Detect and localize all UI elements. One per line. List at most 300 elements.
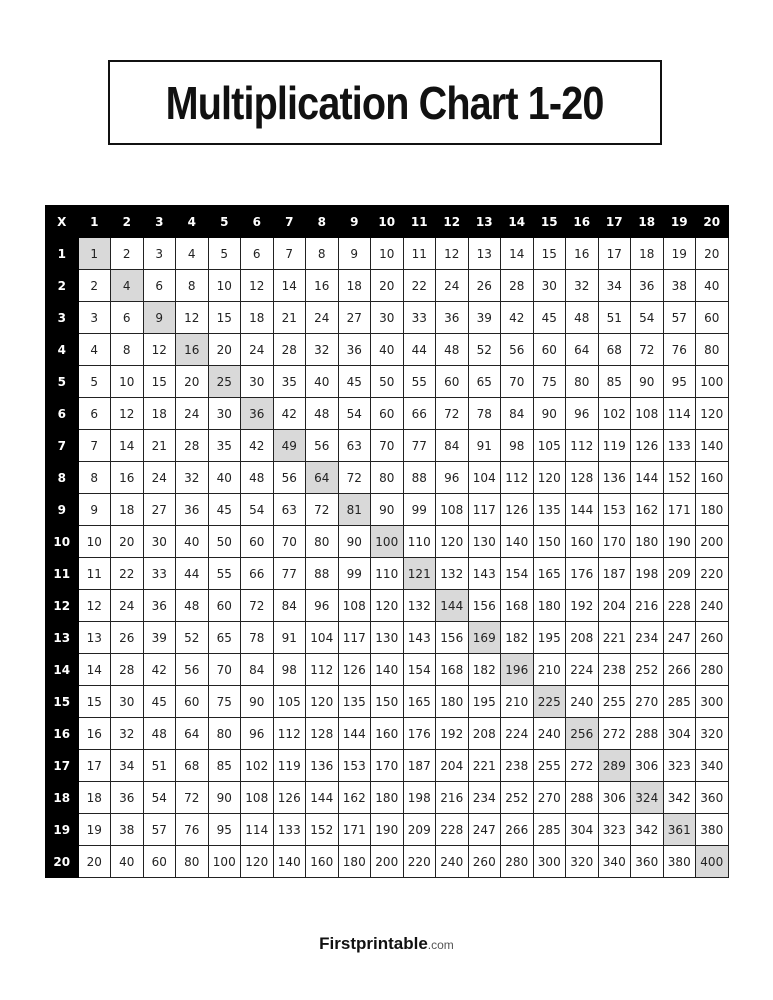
product-cell: 2: [111, 238, 144, 270]
product-cell: 100: [696, 366, 729, 398]
product-cell: 119: [598, 430, 631, 462]
product-cell: 24: [176, 398, 209, 430]
product-cell: 60: [696, 302, 729, 334]
header-row: [46, 206, 729, 238]
product-cell: 54: [143, 782, 176, 814]
table-row: [46, 334, 729, 366]
product-cell: 224: [566, 654, 599, 686]
product-cell: 70: [371, 430, 404, 462]
product-cell: 160: [306, 846, 339, 878]
table-row: [46, 750, 729, 782]
product-cell: 60: [143, 846, 176, 878]
column-header: 3: [143, 206, 176, 238]
product-cell: 108: [436, 494, 469, 526]
product-cell: 272: [598, 718, 631, 750]
product-cell: 112: [273, 718, 306, 750]
product-cell: 190: [371, 814, 404, 846]
table-row: [46, 814, 729, 846]
product-cell: 28: [501, 270, 534, 302]
product-cell: 84: [501, 398, 534, 430]
product-cell: 34: [111, 750, 144, 782]
product-cell: 120: [371, 590, 404, 622]
product-cell: 35: [273, 366, 306, 398]
product-cell: 8: [176, 270, 209, 302]
product-cell: 6: [78, 398, 111, 430]
product-cell: 216: [631, 590, 664, 622]
product-cell: 54: [631, 302, 664, 334]
product-cell: 27: [143, 494, 176, 526]
product-cell: 108: [631, 398, 664, 430]
row-header: 1: [46, 238, 79, 270]
product-cell: 99: [403, 494, 436, 526]
product-cell: 187: [403, 750, 436, 782]
product-cell: 91: [468, 430, 501, 462]
product-cell: 14: [78, 654, 111, 686]
table-row: [46, 526, 729, 558]
product-cell: 160: [566, 526, 599, 558]
product-cell: 26: [111, 622, 144, 654]
table-row: [46, 430, 729, 462]
product-cell: 140: [696, 430, 729, 462]
product-cell: 144: [566, 494, 599, 526]
product-cell: 12: [436, 238, 469, 270]
product-cell: 342: [663, 782, 696, 814]
product-cell: 36: [436, 302, 469, 334]
product-cell: 14: [111, 430, 144, 462]
product-cell: 180: [533, 590, 566, 622]
product-cell: 21: [143, 430, 176, 462]
product-cell: 13: [78, 622, 111, 654]
square-cell: 9: [143, 302, 176, 334]
product-cell: 221: [468, 750, 501, 782]
product-cell: 323: [663, 750, 696, 782]
product-cell: 16: [306, 270, 339, 302]
table-row: [46, 398, 729, 430]
product-cell: 150: [371, 686, 404, 718]
title-box: [108, 60, 662, 145]
row-header: 2: [46, 270, 79, 302]
product-cell: 30: [533, 270, 566, 302]
product-cell: 54: [338, 398, 371, 430]
product-cell: 285: [663, 686, 696, 718]
product-cell: 120: [436, 526, 469, 558]
product-cell: 170: [371, 750, 404, 782]
product-cell: 16: [111, 462, 144, 494]
column-header: 4: [176, 206, 209, 238]
product-cell: 18: [78, 782, 111, 814]
product-cell: 55: [208, 558, 241, 590]
product-cell: 144: [306, 782, 339, 814]
product-cell: 120: [533, 462, 566, 494]
product-cell: 48: [143, 718, 176, 750]
footer-logo: [0, 934, 773, 954]
product-cell: 8: [306, 238, 339, 270]
product-cell: 160: [696, 462, 729, 494]
product-cell: 36: [176, 494, 209, 526]
column-header: 8: [306, 206, 339, 238]
product-cell: 192: [436, 718, 469, 750]
column-header: 16: [566, 206, 599, 238]
product-cell: 40: [371, 334, 404, 366]
product-cell: 95: [663, 366, 696, 398]
product-cell: 98: [273, 654, 306, 686]
product-cell: 48: [176, 590, 209, 622]
product-cell: 220: [696, 558, 729, 590]
product-cell: 34: [598, 270, 631, 302]
product-cell: 45: [338, 366, 371, 398]
product-cell: 280: [501, 846, 534, 878]
product-cell: 60: [241, 526, 274, 558]
product-cell: 12: [241, 270, 274, 302]
product-cell: 9: [338, 238, 371, 270]
row-header: 6: [46, 398, 79, 430]
row-header: 12: [46, 590, 79, 622]
row-header: 8: [46, 462, 79, 494]
brand-tld: .com: [427, 938, 454, 952]
product-cell: 76: [663, 334, 696, 366]
product-cell: 52: [176, 622, 209, 654]
table-row: [46, 782, 729, 814]
product-cell: 320: [566, 846, 599, 878]
product-cell: 238: [501, 750, 534, 782]
product-cell: 16: [566, 238, 599, 270]
product-cell: 60: [176, 686, 209, 718]
corner-cell: X: [46, 206, 79, 238]
product-cell: 85: [208, 750, 241, 782]
product-cell: 80: [371, 462, 404, 494]
product-cell: 40: [111, 846, 144, 878]
product-cell: 57: [143, 814, 176, 846]
product-cell: 154: [403, 654, 436, 686]
product-cell: 50: [371, 366, 404, 398]
product-cell: 88: [306, 558, 339, 590]
product-cell: 104: [468, 462, 501, 494]
product-cell: 195: [533, 622, 566, 654]
product-cell: 64: [176, 718, 209, 750]
product-cell: 66: [403, 398, 436, 430]
product-cell: 60: [533, 334, 566, 366]
product-cell: 198: [403, 782, 436, 814]
product-cell: 90: [241, 686, 274, 718]
product-cell: 140: [273, 846, 306, 878]
square-cell: 289: [598, 750, 631, 782]
product-cell: 77: [273, 558, 306, 590]
product-cell: 70: [273, 526, 306, 558]
row-header: 16: [46, 718, 79, 750]
product-cell: 117: [468, 494, 501, 526]
square-cell: 36: [241, 398, 274, 430]
product-cell: 156: [468, 590, 501, 622]
product-cell: 78: [468, 398, 501, 430]
product-cell: 247: [468, 814, 501, 846]
product-cell: 45: [208, 494, 241, 526]
product-cell: 10: [78, 526, 111, 558]
product-cell: 180: [371, 782, 404, 814]
product-cell: 17: [598, 238, 631, 270]
product-cell: 17: [78, 750, 111, 782]
product-cell: 39: [143, 622, 176, 654]
product-cell: 209: [403, 814, 436, 846]
row-header: 4: [46, 334, 79, 366]
product-cell: 306: [631, 750, 664, 782]
product-cell: 165: [403, 686, 436, 718]
product-cell: 120: [306, 686, 339, 718]
table-row: [46, 590, 729, 622]
product-cell: 84: [436, 430, 469, 462]
product-cell: 128: [306, 718, 339, 750]
product-cell: 2: [78, 270, 111, 302]
column-header: 1: [78, 206, 111, 238]
product-cell: 22: [111, 558, 144, 590]
product-cell: 84: [241, 654, 274, 686]
product-cell: 119: [273, 750, 306, 782]
product-cell: 112: [501, 462, 534, 494]
product-cell: 18: [338, 270, 371, 302]
product-cell: 100: [208, 846, 241, 878]
product-cell: 20: [371, 270, 404, 302]
product-cell: 80: [306, 526, 339, 558]
product-cell: 260: [696, 622, 729, 654]
brand-name: Firstprintable: [319, 934, 428, 953]
product-cell: 48: [436, 334, 469, 366]
product-cell: 252: [631, 654, 664, 686]
product-cell: 55: [403, 366, 436, 398]
column-header: 6: [241, 206, 274, 238]
product-cell: 288: [566, 782, 599, 814]
product-cell: 11: [78, 558, 111, 590]
product-cell: 95: [208, 814, 241, 846]
row-header: 20: [46, 846, 79, 878]
product-cell: 162: [631, 494, 664, 526]
product-cell: 84: [273, 590, 306, 622]
product-cell: 10: [111, 366, 144, 398]
square-cell: 256: [566, 718, 599, 750]
product-cell: 20: [176, 366, 209, 398]
product-cell: 75: [208, 686, 241, 718]
row-header: 13: [46, 622, 79, 654]
column-header: 17: [598, 206, 631, 238]
product-cell: 42: [501, 302, 534, 334]
product-cell: 247: [663, 622, 696, 654]
product-cell: 15: [143, 366, 176, 398]
product-cell: 112: [306, 654, 339, 686]
product-cell: 78: [241, 622, 274, 654]
product-cell: 72: [436, 398, 469, 430]
table-row: [46, 686, 729, 718]
product-cell: 190: [663, 526, 696, 558]
product-cell: 56: [501, 334, 534, 366]
row-header: 7: [46, 430, 79, 462]
row-header: 15: [46, 686, 79, 718]
product-cell: 300: [696, 686, 729, 718]
product-cell: 18: [143, 398, 176, 430]
column-header: 12: [436, 206, 469, 238]
product-cell: 60: [436, 366, 469, 398]
product-cell: 128: [566, 462, 599, 494]
product-cell: 192: [566, 590, 599, 622]
product-cell: 20: [111, 526, 144, 558]
product-cell: 14: [273, 270, 306, 302]
square-cell: 225: [533, 686, 566, 718]
product-cell: 182: [468, 654, 501, 686]
square-cell: 121: [403, 558, 436, 590]
product-cell: 6: [111, 302, 144, 334]
product-cell: 133: [663, 430, 696, 462]
product-cell: 99: [338, 558, 371, 590]
product-cell: 304: [566, 814, 599, 846]
product-cell: 135: [533, 494, 566, 526]
product-cell: 165: [533, 558, 566, 590]
product-cell: 176: [566, 558, 599, 590]
product-cell: 51: [143, 750, 176, 782]
product-cell: 88: [403, 462, 436, 494]
product-cell: 42: [273, 398, 306, 430]
product-cell: 272: [566, 750, 599, 782]
product-cell: 300: [533, 846, 566, 878]
product-cell: 156: [436, 622, 469, 654]
product-cell: 108: [241, 782, 274, 814]
product-cell: 56: [306, 430, 339, 462]
product-cell: 200: [696, 526, 729, 558]
product-cell: 70: [501, 366, 534, 398]
row-header: 5: [46, 366, 79, 398]
product-cell: 19: [663, 238, 696, 270]
product-cell: 255: [533, 750, 566, 782]
square-cell: 1: [78, 238, 111, 270]
product-cell: 102: [598, 398, 631, 430]
product-cell: 90: [208, 782, 241, 814]
product-cell: 48: [566, 302, 599, 334]
product-cell: 80: [208, 718, 241, 750]
product-cell: 30: [143, 526, 176, 558]
product-cell: 42: [241, 430, 274, 462]
product-cell: 64: [566, 334, 599, 366]
product-cell: 10: [208, 270, 241, 302]
product-cell: 80: [566, 366, 599, 398]
product-cell: 5: [208, 238, 241, 270]
column-header: 2: [111, 206, 144, 238]
product-cell: 68: [176, 750, 209, 782]
product-cell: 180: [631, 526, 664, 558]
product-cell: 15: [533, 238, 566, 270]
product-cell: 56: [273, 462, 306, 494]
product-cell: 85: [598, 366, 631, 398]
product-cell: 60: [208, 590, 241, 622]
product-cell: 60: [371, 398, 404, 430]
square-cell: 400: [696, 846, 729, 878]
product-cell: 18: [241, 302, 274, 334]
product-cell: 26: [468, 270, 501, 302]
product-cell: 209: [663, 558, 696, 590]
product-cell: 210: [501, 686, 534, 718]
product-cell: 150: [533, 526, 566, 558]
product-cell: 360: [631, 846, 664, 878]
product-cell: 30: [371, 302, 404, 334]
product-cell: 72: [176, 782, 209, 814]
column-header: 20: [696, 206, 729, 238]
product-cell: 132: [436, 558, 469, 590]
product-cell: 220: [403, 846, 436, 878]
table-row: [46, 622, 729, 654]
row-header: 3: [46, 302, 79, 334]
product-cell: 8: [111, 334, 144, 366]
product-cell: 228: [436, 814, 469, 846]
product-cell: 40: [696, 270, 729, 302]
product-cell: 90: [338, 526, 371, 558]
product-cell: 96: [241, 718, 274, 750]
square-cell: 169: [468, 622, 501, 654]
product-cell: 40: [176, 526, 209, 558]
product-cell: 180: [436, 686, 469, 718]
product-cell: 105: [273, 686, 306, 718]
product-cell: 210: [533, 654, 566, 686]
product-cell: 68: [598, 334, 631, 366]
product-cell: 342: [631, 814, 664, 846]
product-cell: 108: [338, 590, 371, 622]
product-cell: 140: [371, 654, 404, 686]
product-cell: 260: [468, 846, 501, 878]
column-header: 14: [501, 206, 534, 238]
product-cell: 36: [143, 590, 176, 622]
column-header: 9: [338, 206, 371, 238]
product-cell: 126: [273, 782, 306, 814]
product-cell: 72: [338, 462, 371, 494]
product-cell: 288: [631, 718, 664, 750]
product-cell: 216: [436, 782, 469, 814]
product-cell: 20: [696, 238, 729, 270]
product-cell: 162: [338, 782, 371, 814]
product-cell: 120: [696, 398, 729, 430]
product-cell: 39: [468, 302, 501, 334]
product-cell: 80: [696, 334, 729, 366]
product-cell: 144: [338, 718, 371, 750]
product-cell: 52: [468, 334, 501, 366]
product-cell: 126: [631, 430, 664, 462]
product-cell: 54: [241, 494, 274, 526]
column-header: 7: [273, 206, 306, 238]
product-cell: 3: [78, 302, 111, 334]
product-cell: 40: [306, 366, 339, 398]
product-cell: 28: [111, 654, 144, 686]
square-cell: 25: [208, 366, 241, 398]
product-cell: 75: [533, 366, 566, 398]
product-cell: 24: [436, 270, 469, 302]
product-cell: 7: [78, 430, 111, 462]
product-cell: 10: [371, 238, 404, 270]
product-cell: 36: [631, 270, 664, 302]
product-cell: 15: [208, 302, 241, 334]
product-cell: 91: [273, 622, 306, 654]
product-cell: 198: [631, 558, 664, 590]
product-cell: 180: [696, 494, 729, 526]
square-cell: 16: [176, 334, 209, 366]
product-cell: 3: [143, 238, 176, 270]
product-cell: 48: [241, 462, 274, 494]
product-cell: 102: [241, 750, 274, 782]
product-cell: 130: [468, 526, 501, 558]
column-header: 11: [403, 206, 436, 238]
product-cell: 171: [338, 814, 371, 846]
product-cell: 96: [306, 590, 339, 622]
product-cell: 32: [566, 270, 599, 302]
table-row: [46, 654, 729, 686]
product-cell: 154: [501, 558, 534, 590]
product-cell: 140: [501, 526, 534, 558]
product-cell: 126: [338, 654, 371, 686]
product-cell: 45: [533, 302, 566, 334]
product-cell: 38: [663, 270, 696, 302]
square-cell: 4: [111, 270, 144, 302]
